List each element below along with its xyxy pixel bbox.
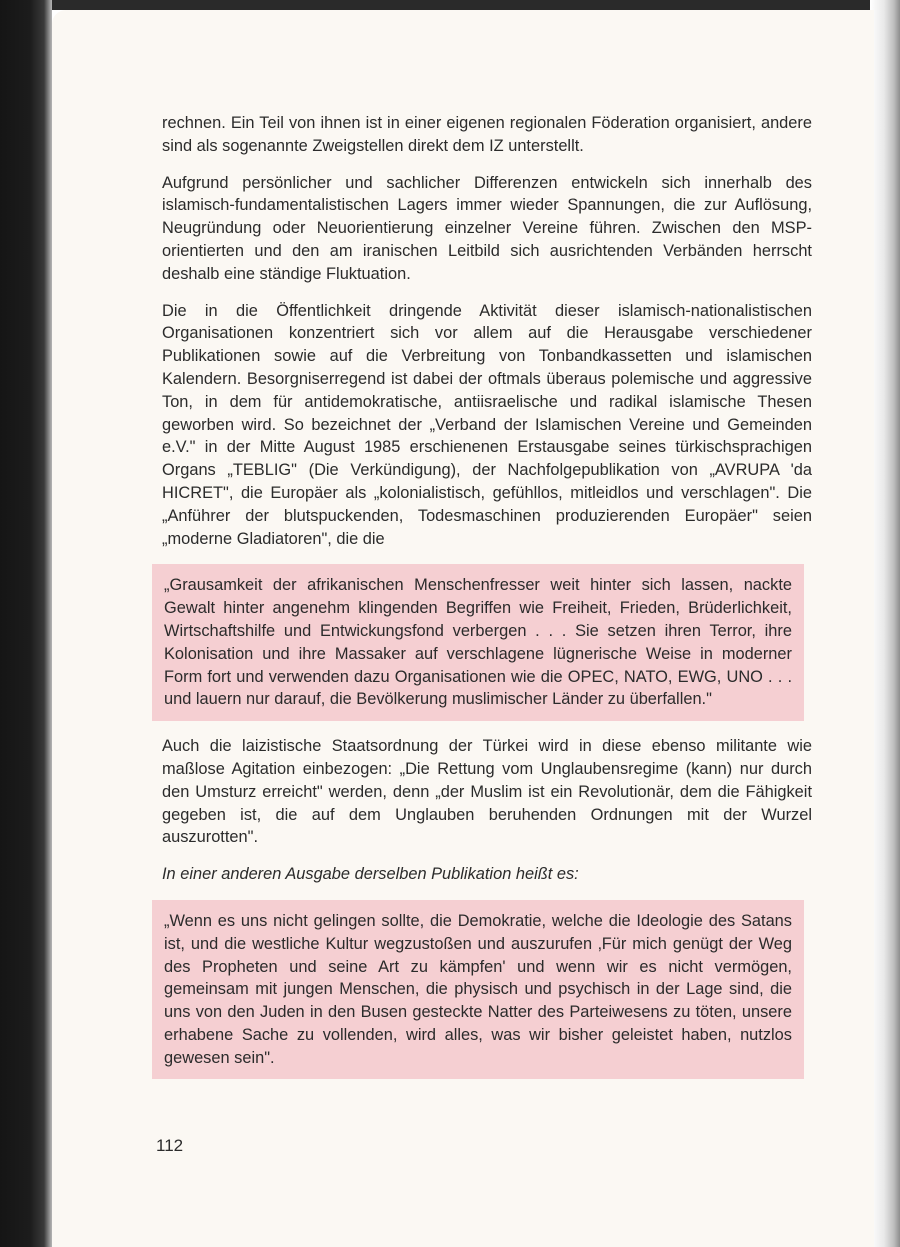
highlighted-quote-2: „Wenn es uns nicht gelingen sollte, die Demokratie, welche die Ideologie des Satans ist, und die westliche Kultur wegzustoßen und auszurufen ‚Für mich genügt der Weg des Propheten und seine Art zu kämpfen' und wenn wir es nicht vermögen, gemeinsam mit jungen Menschen, die physisch und psychisch in der Lage sind, die uns von den Juden in den Busen gesteckte Natter des Parteiwesens zu töten, unsere erhabene Sache zu vollenden, wird alles, was wir bisher geleistet haben, nutzlos gewesen sein".	[152, 900, 804, 1080]
paragraph-2: Aufgrund persönlicher und sachlicher Differenzen entwickeln sich innerhalb des islamisch-fundamentalistischen Lagers immer wieder Spannungen, die zur Auflösung, Neugründung oder Neuorientierung einzelner Vereine führen. Zwischen den MSP-orientierten und den am iranischen Leitbild sich ausrichtenden Verbänden herrscht deshalb eine ständige Fluktuation.	[162, 173, 812, 283]
highlighted-quote-1: „Grausamkeit der afrikanischen Menschenfresser weit hinter sich lassen, nackte Gewalt hinter angenehm klingenden Begriffen wie Freiheit, Frieden, Brüderlichkeit, Wirtschaftshilfe und Entwickungsfond verbergen . . . Sie setzen ihren Terror, ihre Kolonisation und ihre Massaker auf verschlagene lügnerische Weise in moderner Form fort und verwenden dazu Organisationen wie die OPEC, NATO, EWG, UNO . . . und lauern nur darauf, die Bevölkerung muslimischer Länder zu überfallen."	[152, 564, 804, 721]
paragraph-1: rechnen. Ein Teil von ihnen ist in einer eigenen regionalen Föderation organisiert, andere sind als sogenannte Zweigstellen direkt dem IZ unterstellt.	[162, 114, 812, 155]
page-content	[162, 112, 812, 1093]
quote-intro-line: In einer anderen Ausgabe derselben Publikation heißt es:	[162, 865, 579, 884]
page-number: 112	[156, 1136, 184, 1155]
paragraph-3: Die in die Öffentlichkeit dringende Aktivität dieser islamisch-nationalistischen Organisationen konzentriert sich vor allem auf die Herausgabe verschiedener Publikationen sowie auf die Verbreitung von Tonbandkassetten und islamischen Kalendern. Besorgniserregend ist dabei der oftmals überaus polemische und aggressive Ton, in dem für antidemokratische, antiisraelische und radikal islamische Thesen geworben wird. So bezeichnet der „Verband der Islamischen Vereine und Gemeinden e.V." in der Mitte August 1985 erschienenen Erstausgabe seines türkischsprachigen Organs „TEBLIG" (Die Verkündigung), der Nachfolgepublikation von „AVRUPA 'da HICRET", die Europäer als „kolonialistisch, gefühllos, mitleidlos und verschlagen". Die „Anführer der blutspuckenden, Todesmaschinen produzierenden Europäer" seien „moderne Gladiatoren", die die	[162, 301, 812, 548]
page-edge-shadow	[870, 0, 900, 1247]
scan-top-shadow	[0, 0, 900, 10]
book-spine-shadow	[0, 0, 52, 1247]
paragraph-4: Auch die laizistische Staatsordnung der Türkei wird in diese ebenso militante wie maßlose Agitation einbezogen: „Die Rettung vom Unglaubensregime (kann) nur durch den Umsturz erreicht" werden, denn „der Muslim ist ein Revolutionär, dem die Fähigkeit gegeben ist, die auf dem Unglauben beruhenden Ordnungen mit der Wurzel auszurotten".	[162, 737, 812, 847]
